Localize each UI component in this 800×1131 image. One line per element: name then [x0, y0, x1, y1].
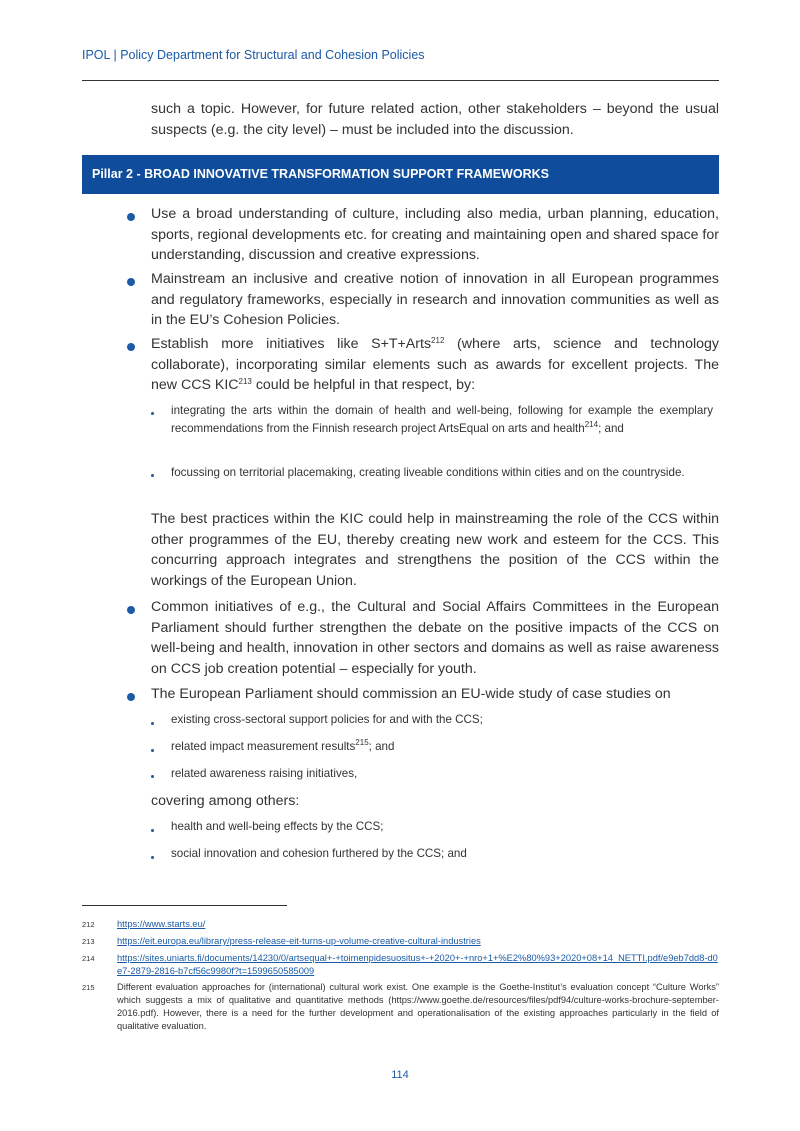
bullet-mainstream-innovation: Mainstream an inclusive and creative notion of innovation in all European programmes and regulatory frameworks, especially in research and innovation communities as well as in the EU’s Cohesion Policies. [151, 271, 719, 328]
sub-bullet-impact-measurement [171, 738, 713, 756]
sub-bullet-dot [151, 856, 154, 859]
footnote-number: 214 [82, 954, 95, 963]
bullet-starts-initiatives [151, 334, 719, 396]
bullet-text: (where arts, science and technology collaborate), incorporating similar elements such as awards for excellent projects. The new CCS KIC [151, 336, 719, 393]
pillar-title: Pillar 2 - BROAD INNOVATIVE TRANSFORMATION SUPPORT FRAMEWORKS [92, 167, 549, 181]
footnote-number: 213 [82, 937, 95, 946]
sub-bullet-dot [151, 474, 154, 477]
sub-bullet-dot [151, 412, 154, 415]
bullet-text: could be helpful in that respect, by: [251, 377, 476, 393]
bullet-dot [127, 278, 135, 286]
footnote-url[interactable]: https://eit.europa.eu/library/press-release-eit-turns-up-volume-creative-cultural-industries [117, 936, 481, 946]
footnote-ref-215[interactable]: 215 [355, 738, 369, 747]
sub-bullet-health-effects: health and well-being effects by the CCS; [171, 820, 384, 833]
sub-bullet-arts-health [171, 402, 713, 438]
bullet-dot [127, 343, 135, 351]
footnote-link[interactable] [117, 935, 719, 948]
sub-bullet-support-policies: existing cross-sectoral support policies for and with the CCS; [171, 713, 483, 726]
footnote-link[interactable] [117, 918, 719, 931]
bullet-text: Establish more initiatives like S+T+Arts [151, 336, 432, 352]
bullet-eu-study: The European Parliament should commission an EU-wide study of case studies on [151, 686, 671, 702]
sub-bullet-text: ; and [598, 422, 624, 435]
kic-best-practices-paragraph: The best practices within the KIC could help in mainstreaming the role of the CCS within other programmes of the EU, thereby creating new work and esteem for the CCS. This concurring approach integrates and strengthens the position of the CCS within the workings of the European Union. [151, 511, 719, 589]
footnote-ref-214[interactable]: 214 [584, 420, 599, 429]
sub-bullet-dot [151, 749, 154, 752]
bullet-dot [127, 606, 135, 614]
sub-bullet-social-innovation: social innovation and cohesion furthered by the CCS; and [171, 847, 467, 860]
footnote-number: 212 [82, 920, 95, 929]
footnote-text: Different evaluation approaches for (international) cultural work exist. One example is the Goethe-Institut’s evaluation concept “Culture Works” which suggests a mix of qualitative and quantitative methods (https://www.goethe.de/resources/files/pdf94/culture-works-brochure-september-2016.pdf). However, there is a need for the further development and operationalisation of the existing approaches particularly in the field of qualitative evaluation. [117, 982, 719, 1031]
sub-bullet-dot [151, 829, 154, 832]
covering-among-others: covering among others: [151, 793, 300, 809]
sub-bullet-placemaking: focussing on territorial placemaking, creating liveable conditions within cities and on the countryside. [171, 466, 685, 479]
footnote-link[interactable] [117, 952, 719, 978]
footnote-url[interactable]: https://sites.uniarts.fi/documents/14230/0/artsequal+-+toimenpidesuositus+-+2020+-+nro+1+%E2%80%93+2020+08+14_NETTI.pdf/e9eb7dd8-d0e7-2879-2816-b7cf56c9980f?t=1599650585009 [117, 953, 718, 976]
sub-bullet-text: ; and [368, 740, 395, 753]
footnote-url[interactable]: https://www.starts.eu/ [117, 919, 206, 929]
footnote-number: 215 [82, 983, 95, 992]
footnote-ref-213[interactable]: 213 [238, 377, 252, 386]
footnote-divider [82, 905, 287, 906]
pillar-banner [82, 155, 719, 194]
sub-bullet-dot [151, 775, 154, 778]
running-header: IPOL | Policy Department for Structural and Cohesion Policies [82, 48, 425, 62]
bullet-dot [127, 693, 135, 701]
header-divider [82, 80, 719, 81]
footnote-ref-212[interactable]: 212 [431, 336, 445, 345]
intro-paragraph: such a topic. However, for future related action, other stakeholders – beyond the usual suspects (e.g. the city level) – must be included into the discussion. [151, 101, 719, 138]
sub-bullet-text: related impact measurement results [171, 740, 356, 753]
bullet-dot [127, 213, 135, 221]
sub-bullet-awareness: related awareness raising initiatives, [171, 767, 358, 780]
sub-bullet-dot [151, 722, 154, 725]
bullet-culture-understanding: Use a broad understanding of culture, including also media, urban planning, education, sports, regional developments etc. for creating and maintaining open and shared space for understanding, discussion and creative expressions. [151, 206, 719, 263]
page-number: 114 [391, 1069, 409, 1081]
sub-bullet-text: integrating the arts within the domain of health and well-being, following for example the exemplary recommendations from the Finnish research project ArtsEqual on arts and health [171, 404, 713, 435]
bullet-common-initiatives: Common initiatives of e.g., the Cultural and Social Affairs Committees in the European Parliament should further strengthen the debate on the positive impacts of the CCS on well-being and health, innovation in other sectors and domains as well as raise awareness on CCS job creation potential – especially for youth. [151, 599, 719, 677]
